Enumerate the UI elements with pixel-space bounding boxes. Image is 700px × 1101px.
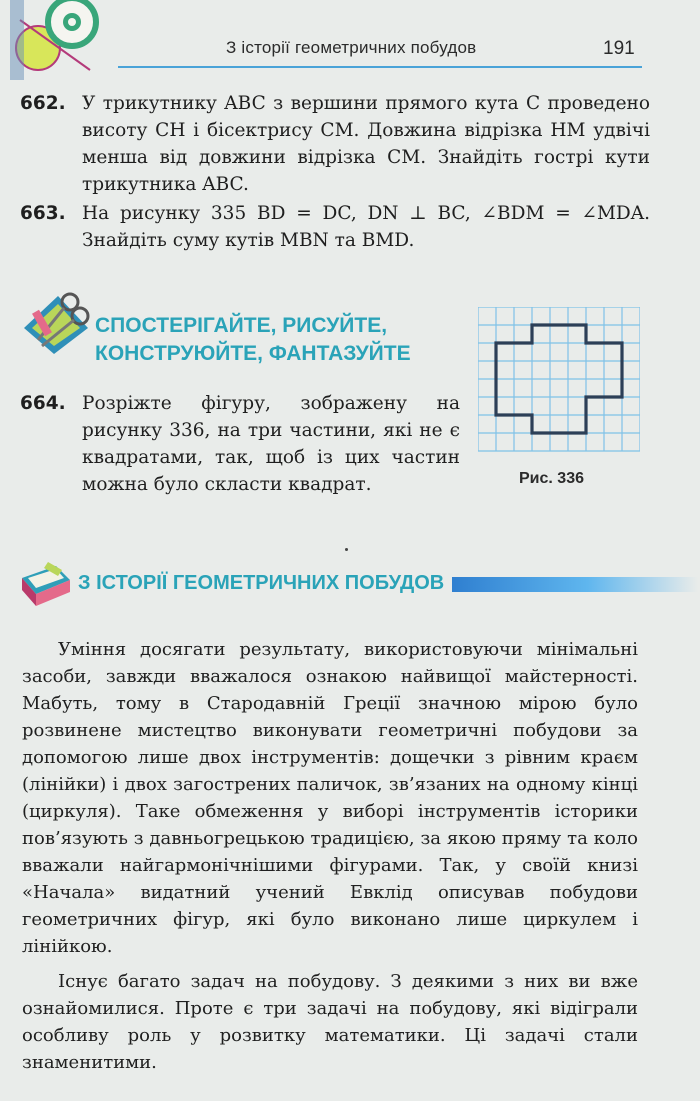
problem-text: Розріжте фігуру, зображену на рисунку 336, на три частини, які не є квадратами, так, щоб із цих частин можна було скласти квадрат. — [82, 393, 460, 495]
section-heading-observe — [95, 312, 411, 368]
problem-number: 664. — [20, 393, 66, 414]
scissors-tools-icon — [18, 288, 94, 358]
section-heading-bar — [452, 577, 698, 592]
section-heading-history: З ІСТОРІЇ ГЕОМЕТРИЧНИХ ПОБУДОВ — [78, 572, 445, 594]
problem-number: 662. — [20, 93, 66, 114]
problem-662 — [20, 90, 650, 198]
book-icon — [18, 560, 74, 610]
paragraph: Існує багато задач на побудову. З деякими з них ви вже ознайомилися. Проте є три задачі на побудову, які відіграли особливу роль у розвитку математики. Ці задачі стали знаменитими. — [22, 971, 638, 1073]
problem-text: У трикутнику ABC з вершини прямого кута C проведено висоту CH і бісектрису CM. Довжина відрізка HM удвічі менша від довжини відрізка CM. Знайдіть гострі кути трикутника ABC. — [82, 93, 650, 195]
problem-number: 663. — [20, 203, 66, 224]
header-rule — [118, 66, 642, 68]
figure-caption: Рис. 336 — [519, 470, 584, 487]
stray-dot — [345, 548, 348, 551]
figure-336-grid — [478, 307, 640, 453]
problem-text: На рисунку 335 BD = DC, DN ⊥ BC, ∠BDM = ∠MDA. Знайдіть суму кутів MBN та BMD. — [82, 203, 650, 251]
section-heading-line: СПОСТЕРІГАЙТЕ, РИСУЙТЕ, — [95, 314, 388, 337]
problem-663 — [20, 200, 650, 254]
paragraph: Уміння досягати результату, використовуючи мінімальні засоби, завжди вважалося ознакою найвищої майстерності. Мабуть, тому в Стародавній Греції значною мірою було розвинене мистецтво виконувати геометричні побудови за допомогою лише двох інструментів: дощечки з рівним краєм (лінійки) і двох загострених паличок, зв’язаних на одному кінці (циркуля). Таке обмеження у виборі інструментів історики пов’язують з давньогрецькою традицією, за якою пряму та коло вважали найгармонічнішими фігурами. Так, у своїй книзі «Начала» видатний учений Евклід описував побудови геометричних фігур, які було виконано лише циркулем і лінійкою. — [22, 639, 638, 957]
running-header-title: З історії геометричних побудов — [226, 38, 477, 57]
corner-decoration-icon — [10, 0, 110, 80]
problem-664 — [20, 390, 460, 498]
page-number: 191 — [603, 38, 635, 59]
section-heading-line: КОНСТРУЮЙТЕ, ФАНТАЗУЙТЕ — [95, 342, 411, 365]
history-text — [22, 636, 638, 1076]
